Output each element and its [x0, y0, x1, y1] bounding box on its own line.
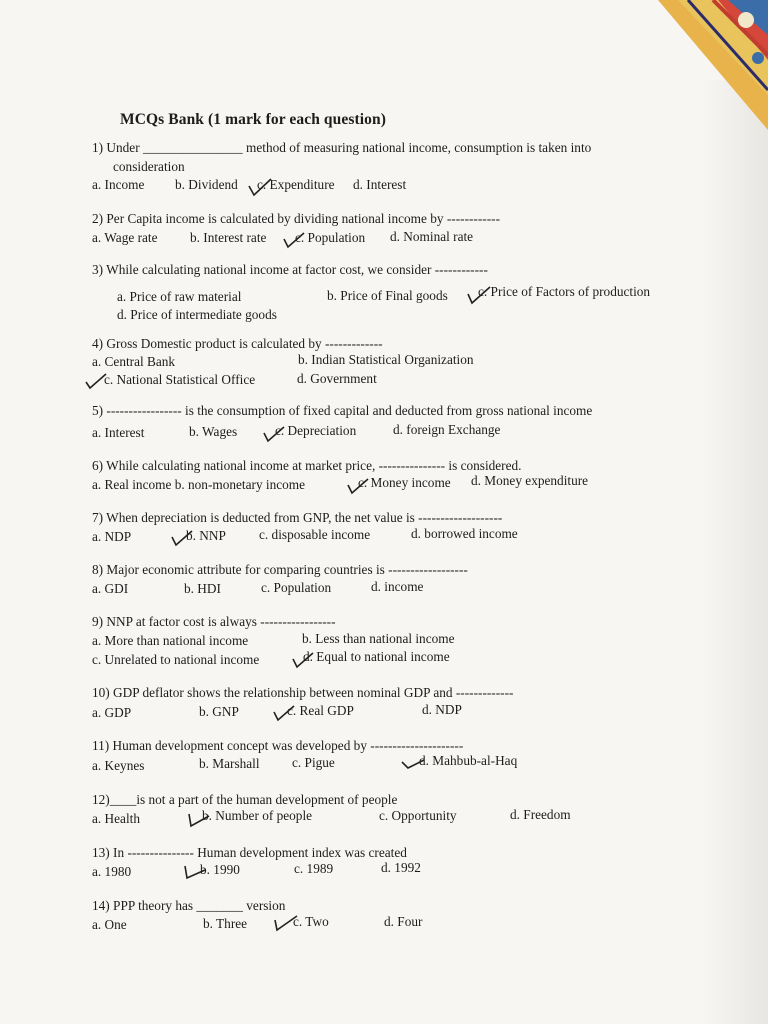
q2-option-d: d. Nominal rate — [390, 229, 474, 244]
q3-option-a: a. Price of raw material — [117, 289, 242, 304]
question-14: 14) PPP theory has _______ version — [92, 898, 286, 913]
q13-option-c: c. 1989 — [294, 861, 334, 876]
q14-option-b: b. Three — [203, 916, 248, 931]
q6-option-d: d. Money expenditure — [471, 473, 589, 488]
question-7: 7) When depreciation is deducted from GNP, the net value is ------------------- — [92, 510, 503, 525]
q10-option-d: d. NDP — [422, 702, 462, 717]
q12-option-d: d. Freedom — [510, 807, 571, 822]
q4-option-d: d. Government — [297, 371, 377, 386]
q8-option-d: d. income — [371, 579, 424, 594]
q9-option-d: d. Equal to national income — [303, 649, 450, 664]
question-9: 9) NNP at factor cost is always ----------------- — [92, 614, 336, 629]
q13-option-a: a. 1980 — [92, 864, 132, 879]
question-12: 12)____is not a part of the human development of people — [92, 792, 398, 807]
answer-tick-icon — [262, 425, 288, 443]
background-pattern — [628, 0, 768, 160]
q4-option-c: c. National Statistical Office — [104, 372, 256, 387]
q14-option-c: c. Two — [293, 914, 329, 929]
question-1-line2: consideration — [113, 159, 185, 174]
q11-option-c: c. Pigue — [292, 755, 335, 770]
answer-tick-icon — [183, 862, 209, 880]
q5-option-d: d. foreign Exchange — [393, 422, 501, 437]
q5-option-c: c. Depreciation — [275, 423, 357, 438]
q5-option-a: a. Interest — [92, 425, 145, 440]
question-6: 6) While calculating national income at market price, --------------- is considered. — [92, 458, 522, 473]
q4-option-a: a. Central Bank — [92, 354, 176, 369]
q11-option-a: a. Keynes — [92, 758, 145, 773]
question-3: 3) While calculating national income at factor cost, we consider ------------ — [92, 262, 488, 277]
q2-option-b: b. Interest rate — [190, 230, 267, 245]
q8-option-a: a. GDI — [92, 581, 129, 596]
question-2: 2) Per Capita income is calculated by dividing national income by ------------ — [92, 211, 500, 226]
answer-tick-icon — [466, 286, 492, 304]
answer-tick-icon — [170, 529, 196, 547]
q11-option-b: b. Marshall — [199, 756, 260, 771]
answer-tick-icon — [247, 178, 273, 196]
answer-tick-icon — [400, 754, 426, 772]
q2-option-c: c. Population — [295, 230, 366, 245]
q6-option-ab: a. Real income b. non-monetary income — [92, 477, 306, 492]
question-5: 5) ----------------- is the consumption of fixed capital and deducted from gross national income — [92, 403, 593, 418]
q9-option-a: a. More than national income — [92, 633, 249, 648]
q10-option-b: b. GNP — [199, 704, 239, 719]
q5-option-b: b. Wages — [189, 424, 238, 439]
q1-option-d: d. Interest — [353, 177, 407, 192]
q7-option-b: b. NNP — [186, 528, 226, 543]
q7-option-a: a. NDP — [92, 529, 132, 544]
q3-option-d: d. Price of intermediate goods — [117, 307, 277, 322]
answer-tick-icon — [187, 810, 213, 828]
question-11: 11) Human development concept was developed by --------------------- — [92, 738, 464, 753]
q13-option-b: b. 1990 — [200, 862, 240, 877]
q10-option-c: c. Real GDP — [287, 703, 354, 718]
q9-option-b: b. Less than national income — [302, 631, 455, 646]
question-8: 8) Major economic attribute for comparing countries is ------------------ — [92, 562, 468, 577]
q3-option-c: c. Price of Factors of production — [478, 284, 651, 299]
question-4: 4) Gross Domestic product is calculated by ------------- — [92, 336, 383, 351]
q13-option-d: d. 1992 — [381, 860, 421, 875]
q1-option-a: a. Income — [92, 177, 145, 192]
q6-option-c: c. Money income — [358, 475, 451, 490]
page-title: MCQs Bank (1 mark for each question) — [120, 111, 386, 128]
answer-tick-icon — [346, 477, 372, 495]
q4-option-b: b. Indian Statistical Organization — [298, 352, 474, 367]
q2-option-a: a. Wage rate — [92, 230, 158, 245]
answer-tick-icon — [291, 651, 317, 669]
question-10: 10) GDP deflator shows the relationship between nominal GDP and ------------- — [92, 685, 514, 700]
q12-option-a: a. Health — [92, 811, 140, 826]
answer-tick-icon — [282, 231, 308, 249]
q8-option-c: c. Population — [261, 580, 332, 595]
q8-option-b: b. HDI — [184, 581, 221, 596]
q7-option-d: d. borrowed income — [411, 526, 518, 541]
question-1: 1) Under _______________ method of measuring national income, consumption is taken into — [92, 140, 592, 155]
answer-tick-icon — [273, 914, 299, 932]
q10-option-a: a. GDP — [92, 705, 132, 720]
answer-tick-icon — [84, 372, 110, 390]
q1-option-b: b. Dividend — [175, 177, 238, 192]
q7-option-c: c. disposable income — [259, 527, 371, 542]
q3-option-b: b. Price of Final goods — [327, 288, 448, 303]
q1-option-c: c. Expenditure — [257, 177, 335, 192]
q12-option-c: c. Opportunity — [379, 808, 457, 823]
q12-option-b: b. Number of people — [202, 808, 313, 823]
q14-option-d: d. Four — [384, 914, 423, 929]
page-shadow — [700, 80, 768, 1024]
answer-tick-icon — [272, 704, 298, 722]
q9-option-c: c. Unrelated to national income — [92, 652, 260, 667]
question-13: 13) In --------------- Human development index was created — [92, 845, 407, 860]
q14-option-a: a. One — [92, 917, 127, 932]
q11-option-d: d. Mahbub-al-Haq — [419, 753, 518, 768]
